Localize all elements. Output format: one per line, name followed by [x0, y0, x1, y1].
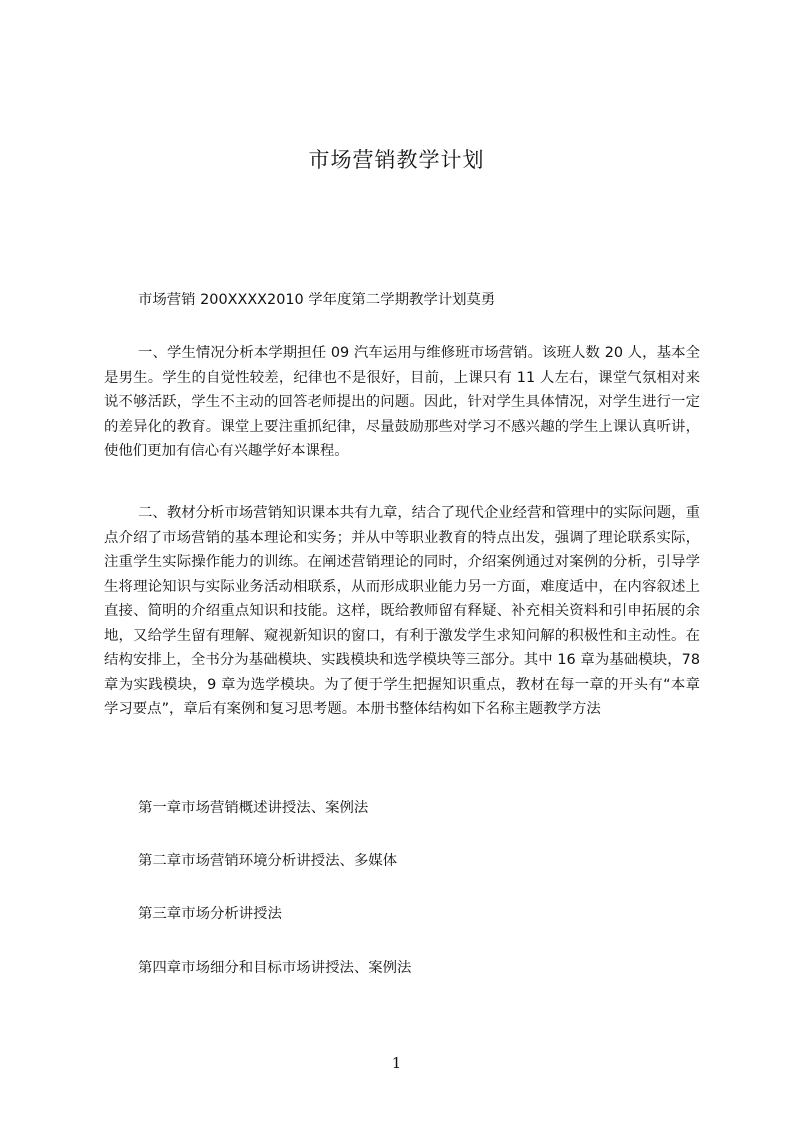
chapter-item-4: 第四章市场细分和目标市场讲授法、案例法 — [138, 960, 412, 976]
chapter-item-3: 第三章市场分析讲授法 — [138, 906, 282, 922]
chapter-item-2: 第二章市场营销环境分析讲授法、多媒体 — [138, 853, 398, 869]
section-student-analysis: 一、学生情况分析本学期担任 09 汽车运用与维修班市场营销。该班人数 20 人，基本全是男生。学生的自觉性较差，纪律也不是很好，目前，上课只有 11 人左右，课堂气氛相对来说不够活跃，学生不主动的回答老师提出的问题。因此，针对学生具体情况，对学生进行一定的差异化的教育。课堂上要注重抓纪律，尽量鼓励那些对学习不感兴趣的学生上课认真听讲，使他们更加有信心有兴趣学好本课程。 — [104, 345, 700, 459]
document-title: 市场营销教学计划 — [308, 148, 485, 172]
plan-subtitle: 市场营销 200XXXX2010 学年度第二学期教学计划莫勇 — [138, 292, 496, 308]
chapter-item-1: 第一章市场营销概述讲授法、案例法 — [138, 800, 369, 816]
section-textbook-analysis: 二、教材分析市场营销知识课本共有九章，结合了现代企业经营和管理中的实际问题，重点介绍了市场营销的基本理论和实务；并从中等职业教育的特点出发，强调了理论联系实际，注重学生实际操作能力的训练。在阐述营销理论的同时，介绍案例通过对案例的分析，引导学生将理论知识与实际业务活动相联系，从而形成职业能力另一方面，难度适中，在内容叙述上直接、简明的介绍重点知识和技能。这样，既给教师留有释疑、补充相关资料和引申拓展的余地，又给学生留有理解、窥视新知识的窗口，有利于激发学生求知问解的积极性和主动性。在结构安排上，全书分为基础模块、实践模块和选学模块等三部分。其中 16 章为基础模块，78 章为实践模块，9 章为选学模块。为了便于学生把握知识重点，教材在每一章的开头有“本章学习要点”，章后有案例和复习思考题。本册书整体结构如下名称主题教学方法 — [104, 505, 700, 717]
page-number: 1 — [391, 1054, 402, 1072]
